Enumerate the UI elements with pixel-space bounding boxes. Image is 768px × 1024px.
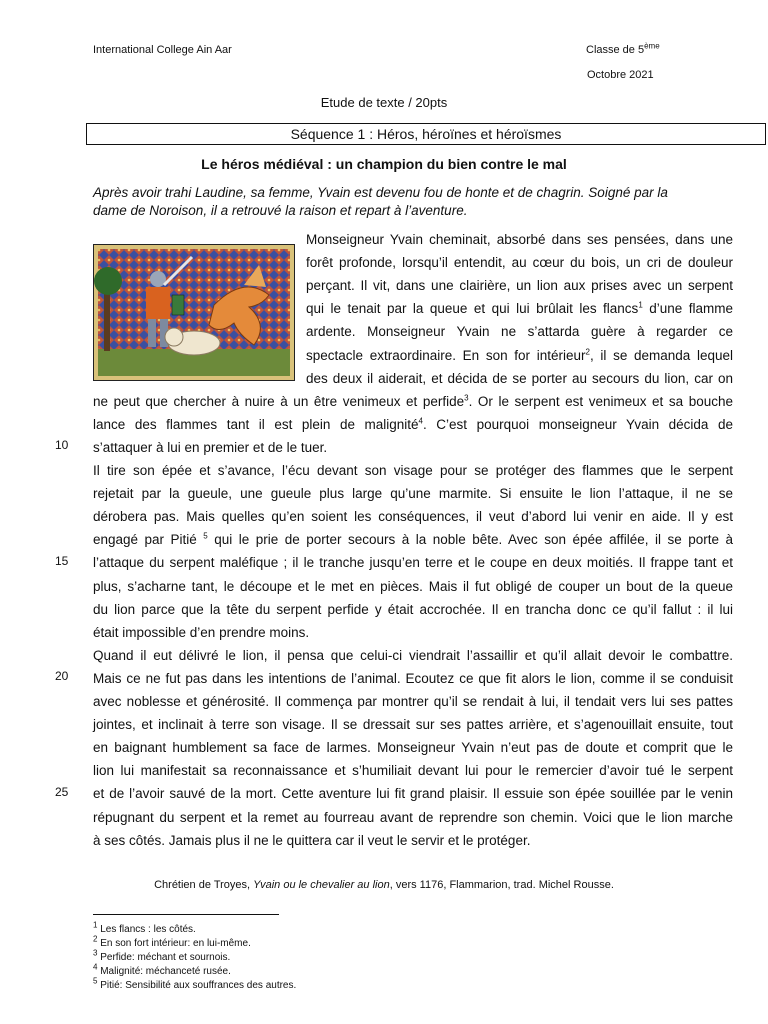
text-line — [93, 390, 733, 413]
text-line — [93, 782, 733, 805]
class-label — [586, 41, 660, 56]
text-line — [306, 251, 733, 274]
line-number: 15 — [55, 554, 69, 568]
footnote-text: En son fort intérieur: en lui-même. — [97, 938, 251, 949]
text-segment: Monseigneur Yvain cheminait, absorbé dans ses pensées, dans une — [306, 232, 733, 247]
text-segment: l’attaque du serpent maléfique ; il le tranche jusqu’en terre et le coupe en deux moitiés. Il frappe tant et — [93, 555, 733, 571]
text-segment: était impossible d’en prendre moins. — [93, 624, 310, 640]
main-title: Le héros médiéval : un champion du bien contre le mal — [201, 156, 567, 172]
text-segment: du lion parce que la tête du serpent perfide y était accrochée. Il en trancha donc ce qu’il fallut : il lui — [93, 601, 733, 617]
footnote — [93, 976, 297, 993]
text-line — [93, 806, 733, 829]
class-sup: ème — [644, 41, 660, 51]
text-line — [93, 551, 733, 574]
sequence-box: Séquence 1 : Héros, héroïnes et héroïsmes — [86, 123, 766, 145]
text-line — [93, 736, 733, 759]
text-segment: . C’est pourquoi monseigneur Yvain décida de — [423, 416, 733, 432]
text-line — [93, 667, 733, 690]
footnote — [93, 934, 296, 951]
text-line — [93, 505, 733, 528]
footnote-ref: 3 — [464, 393, 469, 403]
exam-date: Octobre 2021 — [587, 69, 654, 81]
footnote-number: 1 — [93, 920, 98, 930]
line-number: 10 — [55, 438, 69, 452]
class-prefix: Classe de 5 — [586, 44, 645, 56]
footnote-number: 5 — [93, 976, 98, 986]
text-line — [306, 228, 733, 251]
text-line — [93, 644, 733, 667]
text-line — [93, 413, 733, 436]
text-segment: en baignant humblement sa face de larmes. Monseigneur Yvain n’eut pas de doute et comprit que le — [93, 740, 733, 756]
credit-work: Yvain ou le chevalier au lion — [253, 879, 390, 891]
text-segment: perçant. Il vit, dans une clairière, un lion aux prises avec un serpent — [306, 278, 733, 294]
text-segment: forêt profonde, lorsqu’il entendit, au cœur du bois, un cri de douleur — [306, 255, 733, 271]
text-segment: plus, s’acharne tant, le découpe et le met en pièces. Mais il fut obligé de couper un bout de la queue — [93, 578, 733, 594]
text-segment: lance des flammes tant il est plein de malignité — [93, 416, 419, 432]
footnote-text: Malignité: méchanceté rusée. — [97, 966, 231, 977]
footnote-number: 3 — [93, 948, 98, 958]
footnote-ref: 1 — [638, 300, 643, 310]
text-segment: Quand il eut délivré le lion, il pensa que celui-ci viendrait l’assaillir et qu’il allait devoir le combattre. — [93, 647, 733, 663]
footnote-number: 2 — [93, 934, 98, 944]
text-segment: rejetait par la gueule, une gueule plus large qu’une marmite. Si ensuite le lion l’attaque, il ne se — [93, 486, 733, 502]
intro-line: Après avoir trahi Laudine, sa femme, Yvain est devenu fou de honte et de chagrin. Soigné par la — [93, 185, 668, 200]
text-segment: à ses côtés. Jamais plus il ne le quittera car il veut le servir et le protéger. — [93, 832, 531, 848]
text-line — [306, 297, 733, 320]
text-segment: ne peut que chercher à nuire à un être venimeux et perfide — [93, 393, 465, 409]
text-line — [306, 320, 733, 343]
text-line — [93, 598, 733, 621]
text-segment: s’attaquer à lui en premier et de le tuer. — [93, 439, 328, 455]
text-line — [306, 274, 733, 297]
credit-rest: , vers 1176, Flammarion, trad. Michel Rousse. — [389, 879, 614, 891]
text-segment: ardente. Monseigneur Yvain ne s’attarda guère à regarder ce — [306, 324, 733, 340]
footnote-number: 4 — [93, 962, 98, 972]
line-number: 25 — [55, 785, 69, 799]
source-credit — [0, 879, 768, 891]
text-segment: et de l’avoir sauvé de la mort. Cette aventure lui fit grand plaisir. Il essuie son épée souillée par le venin — [93, 786, 733, 802]
text-segment: lion lui manifestait sa reconnaissance et s’humiliait devant lui pour le remercier d’avoir tué le serpent — [93, 763, 733, 779]
text-line — [93, 575, 733, 598]
text-line — [93, 759, 733, 782]
knight-fighting-dragon-illustration — [93, 244, 295, 381]
line-number: 20 — [55, 669, 69, 683]
school-name: International College Ain Aar — [93, 44, 232, 56]
footnote-ref: 4 — [418, 416, 423, 426]
text-line — [306, 344, 733, 367]
text-line — [93, 528, 733, 551]
footnote — [93, 962, 296, 979]
footnotes — [93, 920, 297, 993]
text-segment: répugnant du serpent et la remet au fourreau avant de reprendre son chemin. Voici que le lion marche — [93, 809, 733, 825]
intro-line: dame de Noroison, il a retrouvé la raison et repart à l’aventure. — [93, 203, 468, 218]
text-segment: des deux il aiderait, et décida de se porter au secours du lion, car on — [306, 370, 733, 386]
text-line — [93, 459, 733, 482]
footnote-divider — [93, 914, 279, 915]
text-segment: , il se demanda lequel — [589, 347, 733, 363]
text-line — [93, 690, 733, 713]
footnote-text: Les flancs : les côtés. — [97, 924, 196, 935]
text-segment: qui le prie de porter secours à la noble bête. Avec son épée affilée, il se porte à — [207, 532, 733, 548]
text-segment: avec noblesse et générosité. Il commença par montrer qu’il se rendait à lui, il tendait vers lui ses pattes — [93, 694, 733, 709]
text-segment: Il tire son épée et s’avance, l’écu devant son visage pour se protéger des flammes que le serpent — [93, 463, 733, 478]
footnote — [93, 920, 296, 937]
footnote-ref: 2 — [585, 347, 590, 356]
text-line — [93, 621, 733, 644]
text-segment: jointes, et inclinait à terre son visage. Il se dressait sur ses pattes arrière, et s’agenouillait ensuite, tout — [93, 717, 733, 733]
footnote-ref: 5 — [203, 531, 208, 541]
text-segment: engagé par Pitié — [93, 532, 204, 548]
footnote-text: Perfide: méchant et sournois. — [97, 952, 231, 963]
text-line — [93, 482, 733, 505]
text-segment: Mais ce ne fut pas dans les intentions de l’animal. Ecoutez ce que fit alors le lion, comme il se conduisit — [93, 670, 733, 686]
illustration-svg — [94, 245, 294, 380]
text-line — [93, 436, 733, 459]
text-segment: . Or le serpent est venimeux et sa bouche — [468, 393, 733, 409]
text-segment: qui le tenait par la queue et qui lui brûlait les flancs — [306, 301, 639, 317]
footnote-text: Pitié: Sensibilité aux souffrances des autres. — [97, 980, 297, 991]
text-line — [93, 829, 733, 852]
credit-author: Chrétien de Troyes, — [154, 879, 254, 891]
exam-title: Etude de texte / 20pts — [320, 95, 448, 110]
intro-paragraph — [93, 184, 733, 220]
text-line — [306, 367, 733, 390]
text-segment: dérobera pas. Mais quelles qu’en soient les conséquences, il veut d’abord lui venir en aide. Il y est — [93, 509, 733, 525]
text-line — [93, 713, 733, 736]
text-segment: spectacle extraordinaire. En son for intérieur — [306, 347, 586, 363]
text-segment: d’une flamme — [642, 301, 733, 317]
footnote — [93, 948, 296, 965]
